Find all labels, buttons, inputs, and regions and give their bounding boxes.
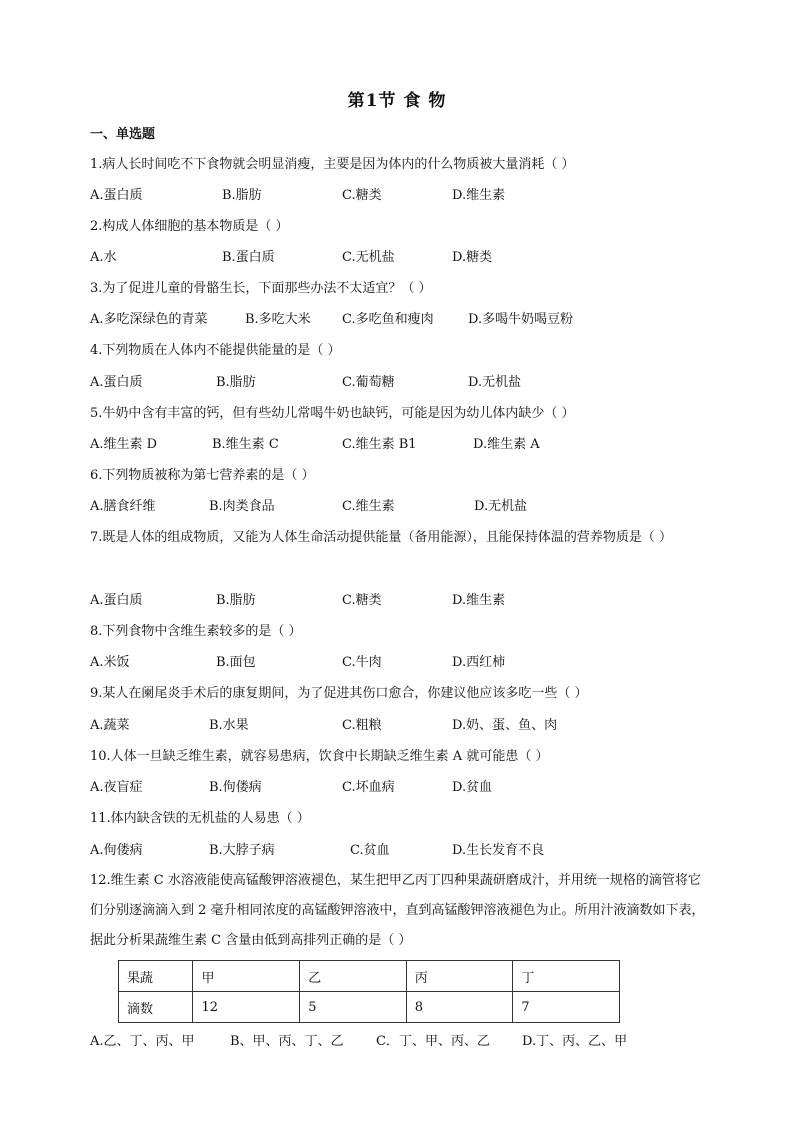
q2-option-a[interactable]: A.水 <box>90 250 117 265</box>
q11-option-c[interactable]: C.贫血 <box>350 843 390 858</box>
q5-option-b[interactable]: B.维生素 C <box>212 437 279 452</box>
q3-option-b[interactable]: B.多吃大米 <box>245 312 311 327</box>
q4-option-a[interactable]: A.蛋白质 <box>90 375 143 390</box>
q7-option-d[interactable]: D.维生素 <box>452 593 506 608</box>
q11-option-b[interactable]: B.大脖子病 <box>209 843 275 858</box>
question-9-options <box>90 716 710 736</box>
q7-option-c[interactable]: C.糖类 <box>342 593 382 608</box>
question-8-stem: 8.下列食物中含维生素较多的是（ ） <box>90 624 302 639</box>
question-7-options <box>90 591 710 611</box>
q9-option-b[interactable]: B.水果 <box>209 718 249 733</box>
q10-option-d[interactable]: D.贫血 <box>452 780 493 795</box>
q12-option-d[interactable]: D.丁、丙、乙、甲 <box>522 1034 628 1049</box>
question-3-options <box>90 310 710 330</box>
table-cell: 5 <box>300 992 407 1023</box>
question-11-stem: 11.体内缺含铁的无机盐的人易患（ ） <box>90 811 310 826</box>
q5-option-d[interactable]: D.维生素 A <box>473 437 540 452</box>
q8-option-a[interactable]: A.米饭 <box>90 655 130 670</box>
question-6-options <box>90 497 710 517</box>
q12-option-b[interactable]: B、甲、丙、丁、乙 <box>230 1034 344 1049</box>
q7-option-a[interactable]: A.蛋白质 <box>90 593 143 608</box>
question-2-stem: 2.构成人体细胞的基本物质是（ ） <box>90 219 289 234</box>
q10-option-b[interactable]: B.佝偻病 <box>209 780 262 795</box>
q1-option-b[interactable]: B.脂肪 <box>222 188 262 203</box>
q5-option-a[interactable]: A.维生素 D <box>90 437 158 452</box>
q6-option-b[interactable]: B.肉类食品 <box>209 499 275 514</box>
q12-option-c[interactable]: C．丁、甲、丙、乙 <box>376 1034 490 1049</box>
question-1-options <box>90 186 710 206</box>
question-4-options <box>90 373 710 393</box>
table-header-cell: 丙 <box>406 961 513 992</box>
q3-option-c[interactable]: C.多吃鱼和瘦肉 <box>342 312 434 327</box>
question-10-options <box>90 778 710 798</box>
question-7-stem: 7.既是人体的组成物质，又能为人体生命活动提供能量（备用能源），且能保持体温的营养物质是（ ） <box>90 530 673 545</box>
q9-option-d[interactable]: D.奶、蛋、鱼、肉 <box>452 718 558 733</box>
q8-option-d[interactable]: D.西红柿 <box>452 655 506 670</box>
q9-option-a[interactable]: A.蔬菜 <box>90 718 130 733</box>
question-10-stem: 10.人体一旦缺乏维生素，就容易患病，饮食中长期缺乏维生素 A 就可能患（ ） <box>90 749 549 764</box>
question-2-options <box>90 248 710 268</box>
q8-option-c[interactable]: C.牛肉 <box>342 655 382 670</box>
question-3-stem: 3.为了促进儿童的骨骼生长，下面那些办法不太适宜？（ ） <box>90 281 432 296</box>
q2-option-b[interactable]: B.蛋白质 <box>222 250 275 265</box>
question-11-options <box>90 841 710 861</box>
question-4-stem: 4.下列物质在人体内不能提供能量的是（ ） <box>90 343 341 358</box>
q1-option-d[interactable]: D.维生素 <box>452 188 506 203</box>
q4-option-c[interactable]: C.葡萄糖 <box>342 375 395 390</box>
q10-option-a[interactable]: A.夜盲症 <box>90 780 143 795</box>
drops-table <box>118 960 620 1023</box>
q4-option-b[interactable]: B.脂肪 <box>216 375 256 390</box>
question-6-stem: 6.下列物质被称为第七营养素的是（ ） <box>90 468 315 483</box>
table-cell: 7 <box>513 992 620 1023</box>
page-title: 第1节 食 物 <box>347 91 447 111</box>
q2-option-c[interactable]: C.无机盐 <box>342 250 395 265</box>
q8-option-b[interactable]: B.面包 <box>216 655 256 670</box>
q4-option-d[interactable]: D.无机盐 <box>468 375 522 390</box>
q6-option-c[interactable]: C.维生素 <box>342 499 395 514</box>
q2-option-d[interactable]: D.糖类 <box>452 250 493 265</box>
q6-option-d[interactable]: D.无机盐 <box>474 499 528 514</box>
table-cell: 滴数 <box>119 992 193 1023</box>
q1-option-c[interactable]: C.糖类 <box>342 188 382 203</box>
question-8-options <box>90 653 710 673</box>
table-header-cell: 果蔬 <box>119 961 193 992</box>
question-12-options <box>90 1032 710 1052</box>
section-title: 一、单选题 <box>90 127 156 142</box>
table-row <box>119 992 620 1023</box>
q9-option-c[interactable]: C.粗粮 <box>342 718 382 733</box>
q6-option-a[interactable]: A.膳食纤维 <box>90 499 156 514</box>
q5-option-c[interactable]: C.维生素 B1 <box>342 437 417 452</box>
question-5-stem: 5.牛奶中含有丰富的钙，但有些幼儿常喝牛奶也缺钙，可能是因为幼儿体内缺少（ ） <box>90 406 575 421</box>
question-12-stem: 12.维生素 C 水溶液能使高锰酸钾溶液褪色，某生把甲乙丙丁四种果蔬研磨成汁，并用统一规格的滴管将它们分别逐滴滴入到 2 毫升相同浓度的高锰酸钾溶液中，直到高锰酸钾溶液褪色为止。所用汁液滴数如下表，据此分析果蔬维生素 C 含量由低到高排列正确的是（ ） <box>90 873 705 948</box>
table-header-cell: 丁 <box>513 961 620 992</box>
q10-option-c[interactable]: C.坏血病 <box>342 780 395 795</box>
table-cell: 12 <box>193 992 300 1023</box>
table-header-cell: 乙 <box>300 961 407 992</box>
question-1-stem: 1.病人长时间吃不下食物就会明显消瘦，主要是因为体内的什么物质被大量消耗（ ） <box>90 157 575 172</box>
q3-option-d[interactable]: D.多喝牛奶喝豆粉 <box>468 312 574 327</box>
question-5-options <box>90 435 710 455</box>
q11-option-d[interactable]: D.生长发育不良 <box>452 843 545 858</box>
q12-option-a[interactable]: A.乙、丁、丙、甲 <box>90 1034 195 1049</box>
table-cell: 8 <box>406 992 513 1023</box>
question-9-stem: 9.某人在阑尾炎手术后的康复期间，为了促进其伤口愈合，你建议他应该多吃一些（ ） <box>90 686 588 701</box>
q3-option-a[interactable]: A.多吃深绿色的青菜 <box>90 312 208 327</box>
table-row <box>119 961 620 992</box>
q7-option-b[interactable]: B.脂肪 <box>216 593 256 608</box>
table-header-cell: 甲 <box>193 961 300 992</box>
q1-option-a[interactable]: A.蛋白质 <box>90 188 143 203</box>
q11-option-a[interactable]: A.佝偻病 <box>90 843 143 858</box>
